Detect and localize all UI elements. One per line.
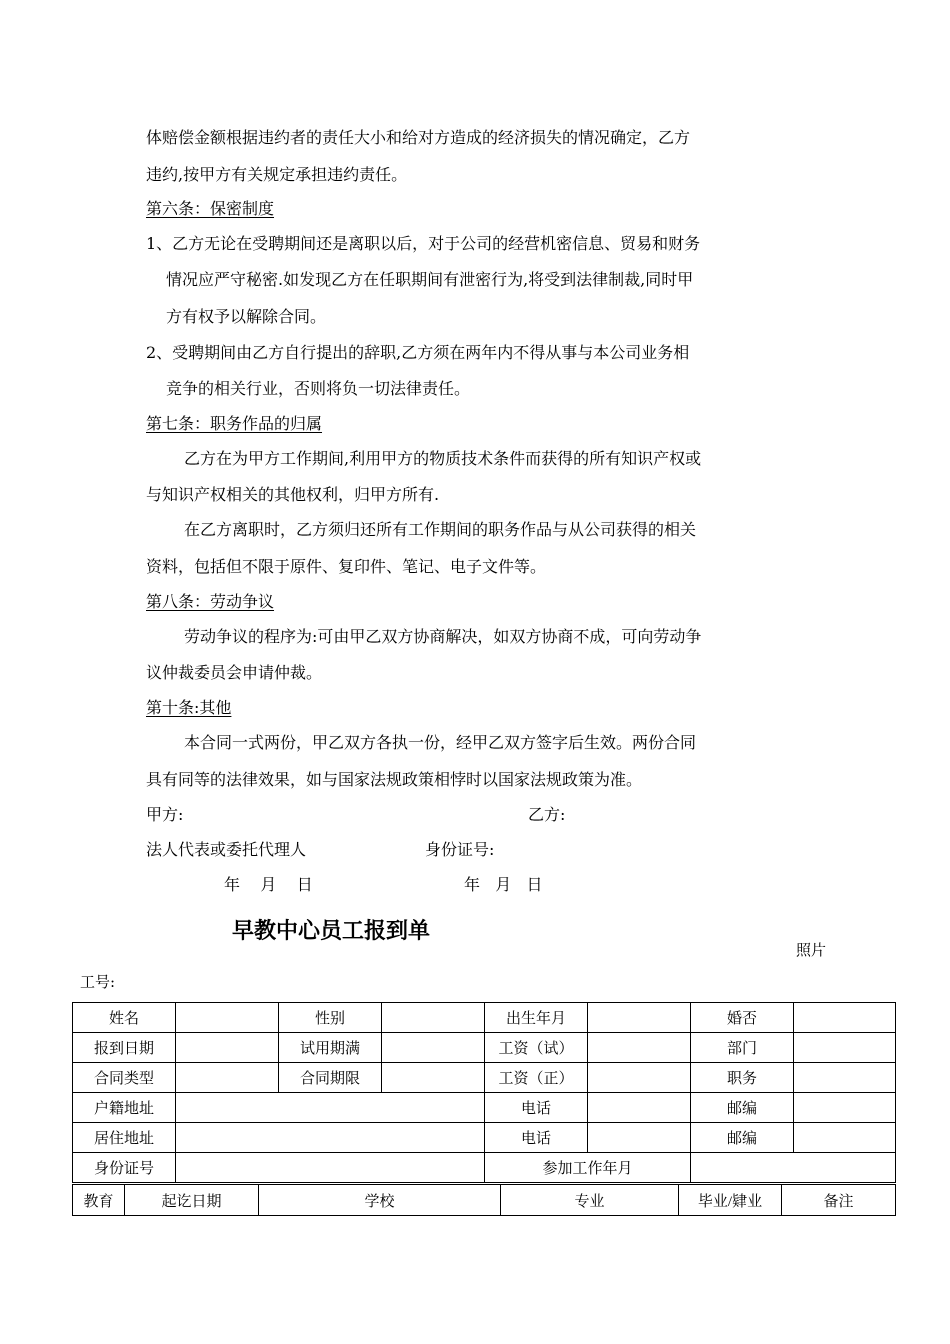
birth-date-field[interactable] — [588, 1003, 691, 1033]
phone-label: 电话 — [485, 1093, 588, 1123]
position-label: 职务 — [691, 1063, 794, 1093]
residence-address-field[interactable] — [176, 1123, 485, 1153]
residence-address-label: 居住地址 — [73, 1123, 176, 1153]
article-6-item-1: 1、乙方无论在受聘期间还是离职以后，对于公司的经营机密信息、贸易和财务 — [146, 234, 701, 253]
date-party-b: 年 月 日 — [464, 875, 543, 894]
birth-date-label: 出生年月 — [485, 1003, 588, 1033]
phone-field[interactable] — [588, 1093, 691, 1123]
major-header: 专业 — [501, 1185, 679, 1216]
article-8-paragraph: 劳动争议的程序为:可由甲乙双方协商解决，如双方协商不成，可向劳动争 — [184, 627, 702, 646]
probation-end-field[interactable] — [382, 1033, 485, 1063]
school-header: 学校 — [259, 1185, 501, 1216]
department-field[interactable] — [794, 1033, 896, 1063]
household-address-label: 户籍地址 — [73, 1093, 176, 1123]
date-party-a: 年 月 日 — [224, 875, 313, 894]
article-10-paragraph: 具有同等的法律效果，如与国家法规政策相悖时以国家法规政策为准。 — [146, 770, 643, 789]
remarks-header: 备注 — [782, 1185, 896, 1216]
report-date-field[interactable] — [176, 1033, 279, 1063]
probation-end-label: 试用期满 — [279, 1033, 382, 1063]
marital-status-field[interactable] — [794, 1003, 896, 1033]
contract-term-field[interactable] — [382, 1063, 485, 1093]
gender-field[interactable] — [382, 1003, 485, 1033]
work-start-date-label: 参加工作年月 — [485, 1153, 691, 1183]
id-number-field[interactable] — [176, 1153, 485, 1183]
household-address-field[interactable] — [176, 1093, 485, 1123]
gender-label: 性别 — [279, 1003, 382, 1033]
article-7-paragraph: 与知识产权相关的其他权利，归甲方所有. — [146, 485, 440, 504]
table-row — [73, 1003, 896, 1033]
form-title: 早教中心员工报到单 — [232, 919, 431, 944]
contract-line: 体赔偿金额根据违约者的责任大小和给对方造成的经济损失的情况确定，乙方 — [146, 128, 691, 147]
legal-rep-label: 法人代表或委托代理人 — [146, 840, 307, 859]
table-row — [73, 1123, 896, 1153]
article-6-item-1: 情况应严守秘密.如发现乙方在任职期间有泄密行为,将受到法律制裁,同时甲 — [166, 270, 694, 289]
postcode-field[interactable] — [794, 1123, 896, 1153]
party-b-label: 乙方: — [528, 805, 566, 824]
table-row — [73, 1033, 896, 1063]
employee-number-label: 工号: — [80, 973, 116, 991]
regular-salary-label: 工资（正） — [485, 1063, 588, 1093]
report-date-label: 报到日期 — [73, 1033, 176, 1063]
article-10-paragraph: 本合同一式两份，甲乙双方各执一份，经甲乙双方签字后生效。两份合同 — [184, 733, 697, 752]
probation-salary-field[interactable] — [588, 1033, 691, 1063]
work-start-date-field[interactable] — [691, 1153, 896, 1183]
article-10-heading: 第十条:其他 — [146, 698, 232, 717]
article-6-item-2: 2、受聘期间由乙方自行提出的辞职,乙方须在两年内不得从事与本公司业务相 — [146, 343, 690, 362]
position-field[interactable] — [794, 1063, 896, 1093]
table-row — [73, 1185, 896, 1216]
phone-label: 电话 — [485, 1123, 588, 1153]
article-8-heading: 第八条：劳动争议 — [146, 592, 275, 611]
article-8-paragraph: 议仲裁委员会申请仲裁。 — [146, 663, 323, 682]
article-6-heading: 第六条：保密制度 — [146, 199, 275, 218]
probation-salary-label: 工资（试） — [485, 1033, 588, 1063]
education-table — [72, 1184, 896, 1216]
article-6-item-2: 竞争的相关行业，否则将负一切法律责任。 — [166, 379, 471, 398]
postcode-label: 邮编 — [691, 1123, 794, 1153]
table-row — [73, 1153, 896, 1183]
graduation-status-header: 毕业/肄业 — [679, 1185, 782, 1216]
name-field[interactable] — [176, 1003, 279, 1033]
party-a-label: 甲方: — [146, 805, 184, 824]
id-number-label: 身份证号 — [73, 1153, 176, 1183]
postcode-field[interactable] — [794, 1093, 896, 1123]
name-label: 姓名 — [73, 1003, 176, 1033]
photo-label: 照片 — [796, 941, 827, 959]
period-header: 起讫日期 — [125, 1185, 259, 1216]
article-6-item-1: 方有权予以解除合同。 — [166, 307, 327, 326]
table-row — [73, 1093, 896, 1123]
phone-field[interactable] — [588, 1123, 691, 1153]
article-7-paragraph: 资料，包括但不限于原件、复印件、笔记、电子文件等。 — [146, 557, 547, 576]
table-row — [73, 1063, 896, 1093]
article-7-paragraph: 乙方在为甲方工作期间,利用甲方的物质技术条件而获得的所有知识产权或 — [184, 449, 702, 468]
education-header: 教育 — [73, 1185, 125, 1216]
article-7-paragraph: 在乙方离职时，乙方须归还所有工作期间的职务作品与从公司获得的相关 — [184, 520, 697, 539]
postcode-label: 邮编 — [691, 1093, 794, 1123]
contract-term-label: 合同期限 — [279, 1063, 382, 1093]
id-number-label: 身份证号: — [425, 840, 495, 859]
registration-table — [72, 1002, 896, 1183]
marital-status-label: 婚否 — [691, 1003, 794, 1033]
contract-type-label: 合同类型 — [73, 1063, 176, 1093]
department-label: 部门 — [691, 1033, 794, 1063]
article-7-heading: 第七条：职务作品的归属 — [146, 414, 323, 433]
regular-salary-field[interactable] — [588, 1063, 691, 1093]
contract-line: 违约,按甲方有关规定承担违约责任。 — [146, 165, 408, 184]
contract-type-field[interactable] — [176, 1063, 279, 1093]
